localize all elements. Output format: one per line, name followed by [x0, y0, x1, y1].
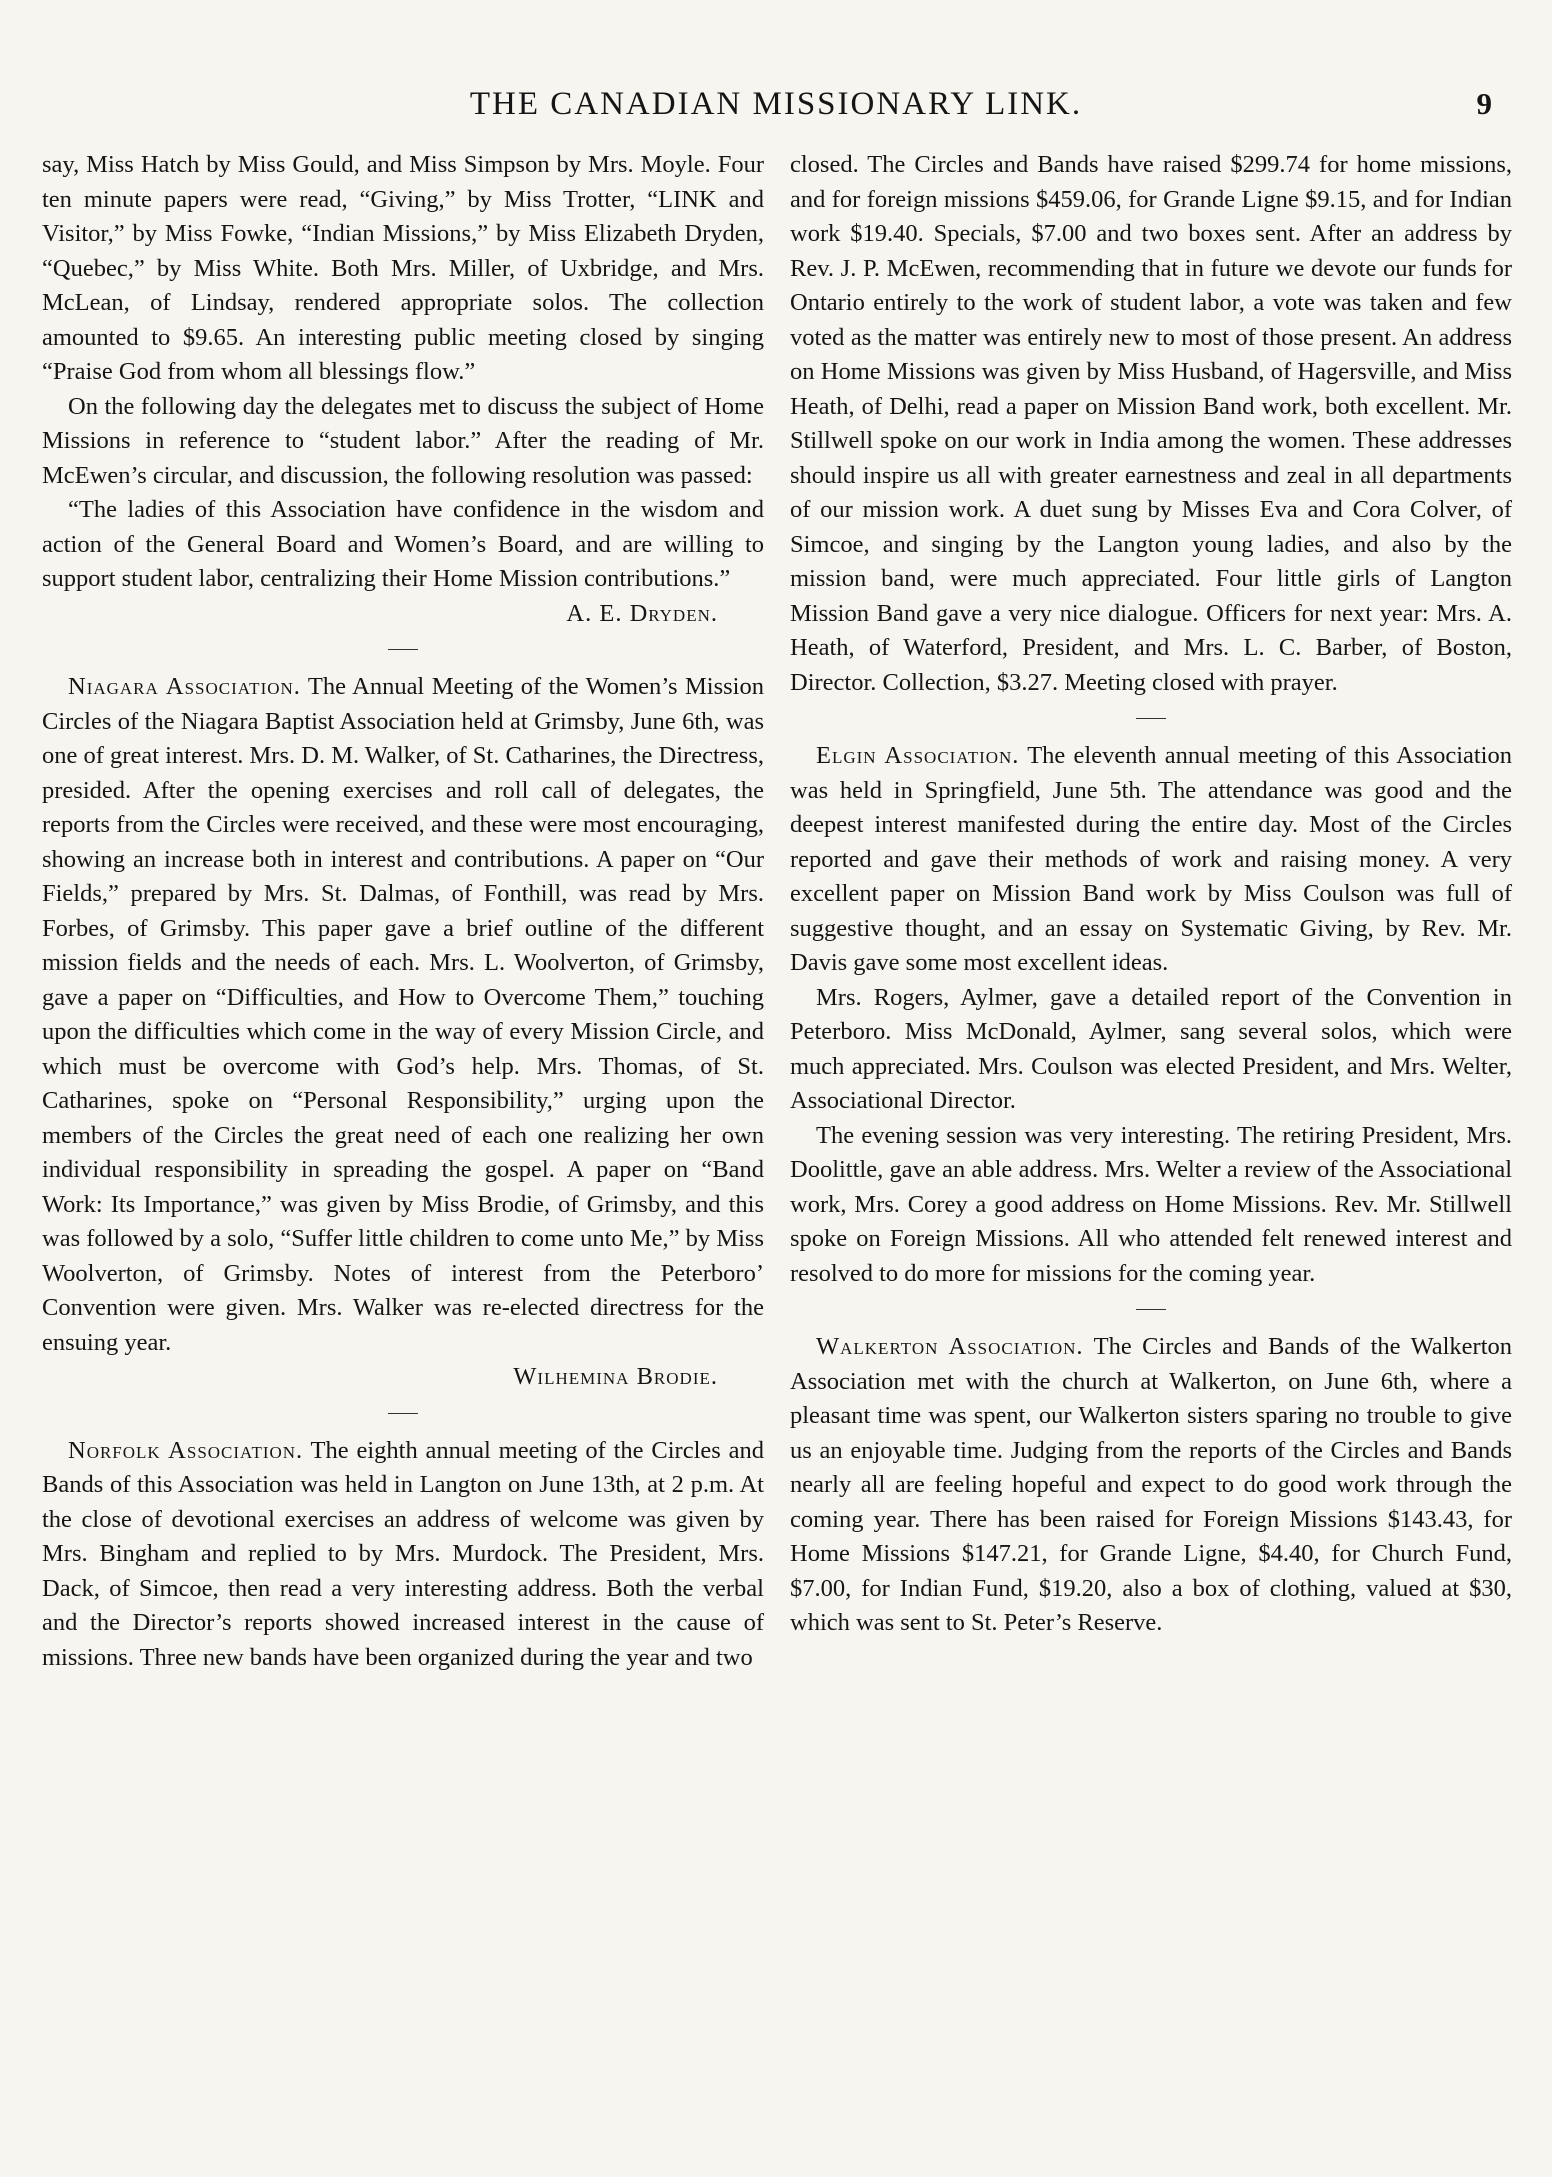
- norfolk-continued: closed. The Circles and Bands have raised $299.74 for home missions, and for foreign missions $459.06, for Grande Ligne $9.15, and for Indian work $19.40. Specials, $7.00 and two boxes sent. After an address by Rev. J. P. McEwen, recommending that in future we devote our funds for Ontario entirely to the work of student labor, a vote was taken and few voted as the matter was entirely new to most of those present. An address on Home Missions was given by Miss Husband, of Hagersville, and Miss Heath, of Delhi, read a paper on Mission Band work, both excellent. Mr. Stillwell spoke on our work in India among the women. These addresses should inspire us all with greater earnestness and zeal in all departments of our mission work. A duet sung by Misses Eva and Cora Colver, of Simcoe, and singing by the Langton young ladies, and also by the mission band, were much appreciated. Four little girls of Langton Mission Band gave a very nice dialogue. Officers for next year: Mrs. A. Heath, of Waterford, President, and Mrs. L. C. Barber, of Boston, Director. Collection, $3.27. Meeting closed with prayer.: [790, 151, 1512, 696]
- dryden-report-text: say, Miss Hatch by Miss Gould, and Miss Simpson by Mrs. Moyle. Four ten minute papers were read, “Giving,” by Miss Trotter, “LINK and Visitor,” by Miss Fowke, “Indian Missions,” by Miss Elizabeth Dryden, “Quebec,” by Miss White. Both Mrs. Miller, of Uxbridge, and Mrs. McLean, of Lindsay, rendered appropriate solos. The collection amounted to $9.65. An interesting public meeting closed by singing “Praise God from whom all blessings flow.”: [42, 151, 764, 385]
- signature-brodie: Wilhemina Brodie.: [513, 1363, 718, 1390]
- page-header: [0, 86, 1552, 126]
- walkerton-body: The Circles and Bands of the Walkerton Association met with the church at Walkerton, on June 6th, where a pleasant time was spent, our Walkerton sisters sparing no trouble to give us an enjoyable time. Judging from the reports of the Circles and Bands nearly all are feeling hopeful and expect to do good work through the coming year. There has been raised for Foreign Missions $143.43, for Home Missions $147.21, for Grande Ligne, $4.40, for Church Fund, $7.00, for Indian Fund, $19.20, also a box of clothing, valued at $30, which was sent to St. Peter’s Reserve.: [790, 1333, 1513, 1636]
- niagara-association-report: [42, 670, 764, 1360]
- elgin-heading: Elgin Association.: [816, 742, 1020, 769]
- niagara-body: The Annual Meeting of the Women’s Mission Circles of the Niagara Baptist Association held at Grimsby, June 6th, was one of great interest. Mrs. D. M. Walker, of St. Catharines, the Directress, presided. After the opening exercises and roll call of delegates, the reports from the Circles were received, and these were most encouraging, showing an increase both in interest and contributions. A paper on “Our Fields,” prepared by Mrs. St. Dalmas, of Fonthill, was read by Mrs. Forbes, of Grimsby. This paper gave a brief outline of the different mission fields and the needs of each. Mrs. L. Woolverton, of Grimsby, gave a paper on “Difficulties, and How to Overcome Them,” touching upon the difficulties which come in the way of every Mission Circle, and which must be overcome with God’s help. Mrs. Thomas, of St. Catharines, spoke on “Personal Responsibility,” urging upon the members of the Circles the great need of each one realizing her own individual responsibility in spreading the gospel. A paper on “Band Work: Its Importance,” was given by Miss Brodie, of Grimsby, and this was followed by a solo, “Suffer little children to come unto Me,” by Miss Woolverton, of Grimsby. Notes of interest from the Peterboro’ Convention were given. Mrs. Walker was re-elected directress for the ensuing year.: [42, 673, 764, 1356]
- home-missions-paragraph: On the following day the delegates met to discuss the subject of Home Missions in reference to “student labor.” After the reading of Mr. McEwen’s circular, and discussion, the following resolution was passed:: [42, 392, 764, 489]
- norfolk-body: The eighth annual meeting of the Circles and Bands of this Association was held in Langton on June 13th, at 2 p.m. At the close of devotional exercises an address of welcome was given by Mrs. Bingham and replied to by Mrs. Murdock. The President, Mrs. Dack, of Simcoe, then read a very interesting address. Both the verbal and the Director’s reports showed increased interest in the cause of missions. Three new bands have been organized during the year and two: [42, 1436, 764, 1671]
- elgin-body: The eleventh annual meeting of this Association was held in Springfield, June 5th. The attendance was good and the deepest interest manifested during the entire day. Most of the Circles reported and gave their methods of work and raising money. A very excellent paper on Mission Band work by Miss Coulson was full of suggestive thought, and an essay on Systematic Giving, by Rev. Mr. Davis gave some most excellent ideas.: [790, 742, 1512, 976]
- niagara-heading: Niagara Association.: [68, 673, 301, 700]
- signature-dryden: A. E. Dryden.: [566, 599, 718, 627]
- section-divider: [1136, 1309, 1166, 1310]
- journal-title: THE CANADIAN MISSIONARY LINK.: [469, 86, 1083, 122]
- walkerton-association-report: [790, 1330, 1512, 1641]
- norfolk-association-report: [42, 1434, 764, 1676]
- norfolk-heading: Norfolk Association.: [68, 1436, 304, 1464]
- walkerton-heading: Walkerton Association.: [816, 1333, 1084, 1360]
- resolution-quote: “The ladies of this Association have confidence in the wisdom and action of the General Board and Women’s Board, and are willing to support student labor, centralizing their Home Mission contributions.”: [42, 496, 764, 592]
- section-divider: [388, 649, 418, 650]
- elgin-association-report: [790, 739, 1512, 981]
- rogers-paragraph: Mrs. Rogers, Aylmer, gave a detailed report of the Convention in Peterboro. Miss McDonald, Aylmer, sang several solos, which were much appreciated. Mrs. Coulson was elected President, and Mrs. Welter, Associational Director.: [790, 983, 1512, 1114]
- left-column: [42, 148, 764, 1675]
- section-divider: [1136, 718, 1166, 719]
- evening-session-paragraph: The evening session was very interesting. The retiring President, Mrs. Doolittle, gave an able address. Mrs. Welter a review of the Associational work, Mrs. Corey a good address on Home Missions. Rev. Mr. Stillwell spoke on Foreign Missions. All who attended felt renewed interest and resolved to do more for missions for the coming year.: [790, 1121, 1512, 1287]
- section-divider: [388, 1413, 418, 1414]
- page-number: 9: [1476, 86, 1492, 121]
- right-column: [790, 148, 1512, 1641]
